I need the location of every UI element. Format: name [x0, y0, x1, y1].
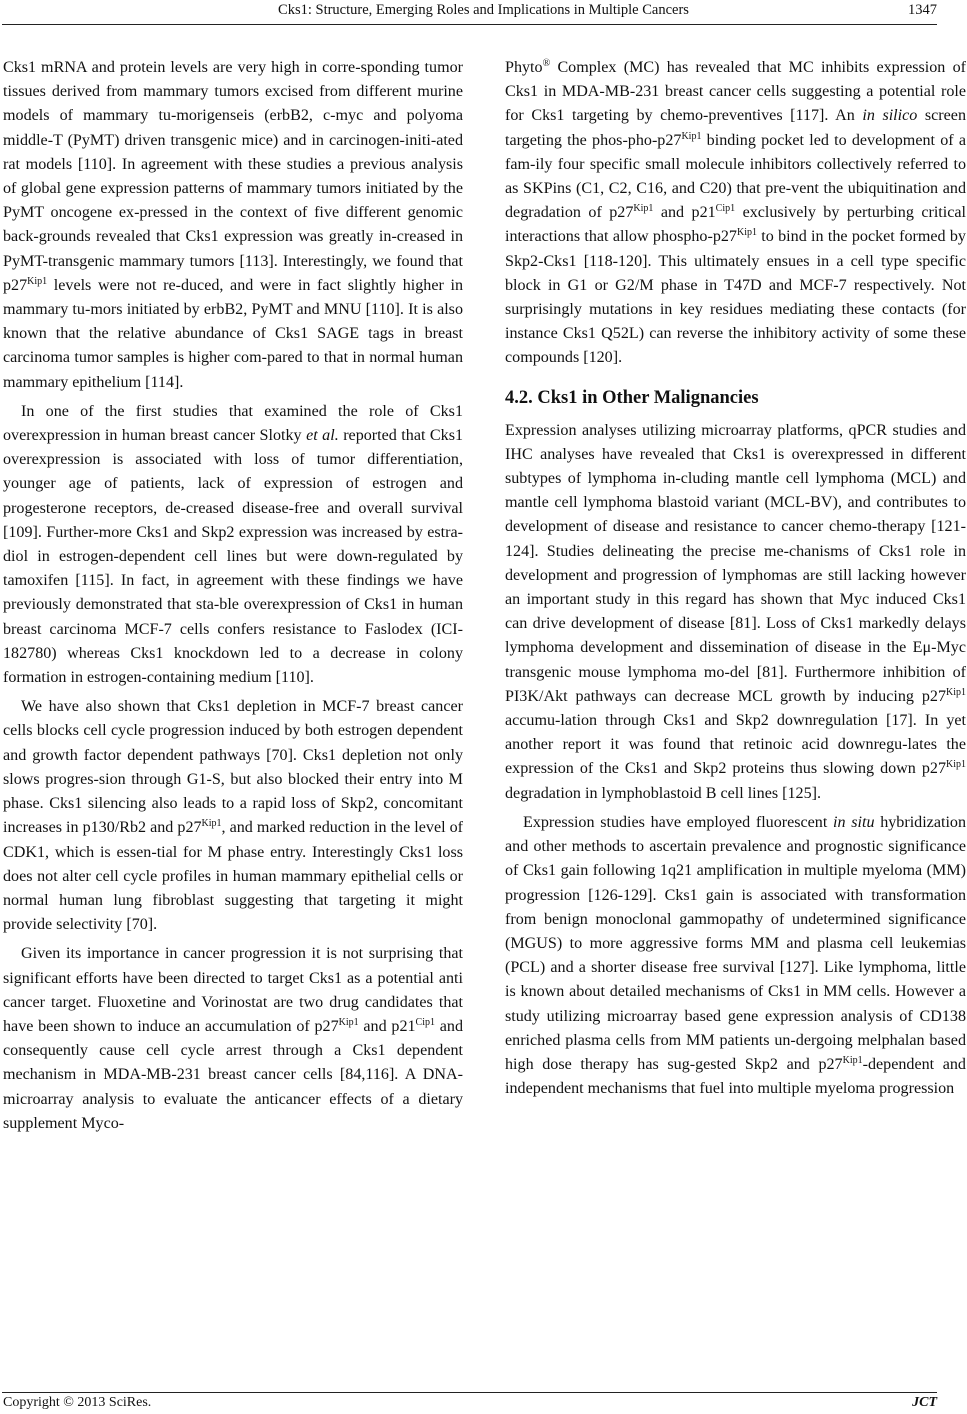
- paragraph: [505, 419, 966, 806]
- paragraph: [3, 56, 463, 395]
- superscript: Cip1: [715, 203, 736, 215]
- superscript: Kip1: [842, 1054, 863, 1066]
- text-run: Phyto: [505, 59, 543, 76]
- text-run: Expression studies have employed fluorescent: [523, 813, 834, 831]
- text-run: exclusively by perturbing critical interactions that allow phospho-p27: [505, 204, 966, 246]
- text-run: Cks1 mRNA and protein levels are very high in corre-sponding tumor tissues derived from mammary tumors excised from different murine models of mammary tu-morigenseis (erbB2, c-myc and polyoma middle-T (PyMT) driven transgenic mice) and in carcinogen-initi-ated rat models [110]. In agreement with these studies a previous analysis of global gene expression patterns of mammary tumors initiated by the PyMT oncogene ex-pressed in the context of five different genomic back-grounds revealed that Cks1 expression was greatly in-creased in PyMT-transgenic mammary tumors [113]. Interestingly, we found that p27: [3, 59, 463, 294]
- journal-abbreviation: JCT: [912, 1395, 937, 1410]
- text-run: reported that Cks1 overexpression is associated with loss of tumor differentiation, younger age of patients, lack of expression of estrogen and progesterone receptors, de-creased disease-free and overall survival [109]. Further-more Cks1 and Skp2 expression was increased by estra-diol in estrogen-dependent cell lines but were down-regulated by tamoxifen [115]. In fact, in agreement with these findings we have previously demonstrated that sta-ble overexpression of Cks1 in human breast carcinoma MCF-7 cells confers resistance to Faslodex (ICI-182780) whereas Cks1 knockdown led to a decrease in colony formation in estrogen-containing medium [110].: [3, 427, 463, 687]
- italic-text: in silico: [862, 107, 918, 125]
- superscript: Kip1: [946, 686, 966, 698]
- text-run: screen targeting the phos-pho-p27: [505, 107, 966, 149]
- paragraph: [3, 942, 463, 1136]
- text-run: and p21: [358, 1017, 416, 1035]
- superscript: Kip1: [201, 818, 222, 830]
- left-column: [3, 56, 463, 1141]
- page-header: [0, 0, 967, 30]
- running-title: Cks1: Structure, Emerging Roles and Implications in Multiple Cancers: [278, 2, 689, 18]
- right-column: [505, 56, 966, 1106]
- text-run: Given its importance in cancer progression it is not surprising that significant efforts have been directed to target Cks1 as a potential anti cancer target. Fluoxetine and Vorinostat are two drug candidates that have been shown to induce an accumulation of p27: [3, 945, 463, 1035]
- text-run: -dependent and independent mechanisms that fuel into multiple myeloma progression: [505, 1055, 966, 1098]
- paragraph: [3, 400, 463, 690]
- paragraph: [505, 811, 966, 1101]
- superscript: Kip1: [946, 759, 966, 771]
- text-run: accumu-lation through Cks1 and Skp2 downregulation [17]. In yet another report it was found that retinoic acid downregu-lates the expression of the Cks1 and Skp2 proteins thus slowing down p27: [505, 712, 966, 778]
- italic-text: et al.: [306, 427, 339, 445]
- text-run: hybridization and other methods to ascertain prevalence and prognostic significance of Cks1 gain following 1q21 amplification in multiple myeloma (MM) progression [126-129]. Cks1 gain is associated with transformation from benign monoclonal gammopathy of undetermined significance (MGUS) to more aggressive forms MM and plasma cell leukemias (PCL) and a shorter disease free survival [127]. Like lymphoma, little is known about detailed mechanisms of Cks1 in MM cells. However a study utilizing microarray based gene expression analysis of CD138 enriched plasma cells from MM patients un-dergoing melphalan based high dose therapy has sug-gested Skp2 and p27: [505, 813, 967, 1073]
- footer-rule: [2, 1392, 937, 1393]
- text-run: to bind in the pocket formed by Skp2-Cks1 [118-120]. This ultimately ensues in a cell type specific block in G1 or G2/M phase in T47D and MCF-7 respectively. Not surprisingly mutations in key residues mediating these contacts (for instance Cks1 Q52L) can reverse the inhibitory activity of some these compounds [120].: [505, 228, 966, 367]
- superscript: Kip1: [27, 275, 48, 287]
- paragraph: [505, 56, 966, 371]
- section-heading: 4.2. Cks1 in Other Malignancies: [505, 387, 759, 408]
- text-run: , and marked reduction in the level of CDK1, which is essen-tial for M phase entry. Interestingly Cks1 loss does not alter cell cycle profiles in human mammary epithelial cells or normal human lung fibroblast suggesting that targeting it might provide selectivity [70].: [3, 819, 464, 934]
- superscript: ®: [542, 58, 551, 69]
- superscript: Kip1: [338, 1016, 359, 1028]
- paragraph: [3, 695, 463, 937]
- header-rule: [2, 24, 937, 25]
- text-run: In one of the first studies that examined the role of Cks1 overexpression in human breast cancer Slotky: [3, 402, 463, 445]
- text-run: and consequently cause cell cycle arrest through a Cks1 dependent mechanism in MDA-MB-231 breast cancer cells [84,116]. A DNA-microarray analysis to evaluate the anticancer effects of a dietary supplement Myco-: [3, 1017, 463, 1132]
- text-run: Expression analyses utilizing microarray platforms, qPCR studies and IHC analyses have revealed that Cks1 is overexpressed in different subtypes of lymphoma in-cluding mantle cell lymphoma (MCL) and mantle cell lymphoma blastoid variant (MCL-BV), and contributes to development of disease and resistance to cancer chemo-therapy [121-124]. Studies delineating the precise me-chanisms of Cks1 role in development and progression of lymphomas are still lacking however an important study in this regard has shown that Myc induced Cks1 can drive development of disease [81]. Loss of Cks1 markedly delays lymphoma development and dissemination of disease in the Eμ-Myc transgenic mouse lymphoma mo-del [81]. Furthermore inhibition of PI3K/Akt pathways can decrease MCL growth by inducing p27: [505, 421, 966, 705]
- text-run: Complex (MC) has revealed that MC inhibits expression of Cks1 in MDA-MB-231 breast cancer cells suggesting a potential role for Cks1 targeting by chemo-preventives [117]. An: [505, 59, 966, 125]
- page-number: 1347: [908, 2, 937, 18]
- superscript: Kip1: [681, 130, 702, 142]
- text-run: binding pocket led to development of a fam-ily four specific small molecule inhibitors collectively referred to as SKPins (C1, C2, C16, and C20) that pre-vent the ubiquitination and degradation of p27: [505, 131, 967, 222]
- italic-text: in situ: [833, 813, 875, 831]
- superscript: Cip1: [415, 1016, 435, 1028]
- text-run: degradation in lymphoblastoid B cell lines [125].: [505, 784, 822, 802]
- superscript: Kip1: [633, 203, 654, 215]
- text-run: and p21: [653, 204, 716, 222]
- text-run: We have also shown that Cks1 depletion in MCF-7 breast cancer cells blocks cell cycle progression induced by both estrogen dependent and growth factor dependent pathways [70]. Cks1 depletion not only slows progres-sion through G1-S, but also blocked their entry into M phase. Cks1 silencing also leads to a rapid loss of Skp2, concomitant increases in p130/Rb2 and p27: [3, 698, 463, 837]
- superscript: Kip1: [736, 227, 757, 239]
- text-run: levels were not re-duced, and were in fact slightly higher in mammary tu-mors initiated by erbB2, PyMT and MNU [110]. It is also known that the relative abundance of Cks1 SAGE tags in breast carcinoma tumor samples is higher com-pared to that in normal human mammary epithelium [114].: [3, 276, 463, 391]
- copyright-notice: Copyright © 2013 SciRes.: [3, 1395, 152, 1410]
